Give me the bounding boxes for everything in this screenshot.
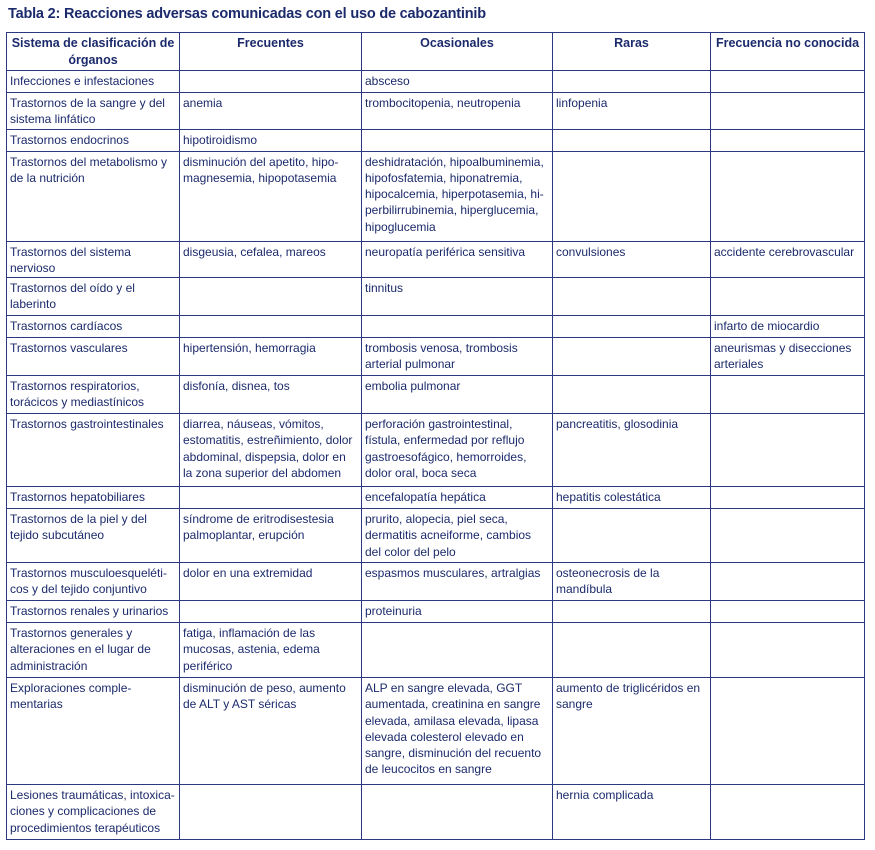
cell-occasional: absceso: [362, 70, 553, 92]
header-organ-system: Sistema de clasificación de órganos: [7, 33, 180, 71]
header-row: [7, 33, 865, 71]
cell-frequent: [180, 70, 362, 92]
cell-organ-system: Trastornos endocrinos: [7, 129, 180, 151]
table-row: [7, 414, 865, 487]
cell-unknown-frequency: [711, 785, 865, 840]
cell-frequent: [180, 278, 362, 316]
cell-unknown-frequency: [711, 92, 865, 129]
table-row: [7, 316, 865, 338]
cell-organ-system: Trastornos del oído y el laberinto: [7, 278, 180, 316]
cell-rare: [553, 151, 711, 241]
table-row: [7, 338, 865, 376]
header-occasional: Ocasionales: [362, 33, 553, 71]
cell-organ-system: Trastornos hepatobiliares: [7, 487, 180, 509]
cell-rare: hernia complicada: [553, 785, 711, 840]
cell-unknown-frequency: [711, 414, 865, 487]
cell-organ-system: Trastornos cardíacos: [7, 316, 180, 338]
cell-organ-system: Trastornos musculoesqueléti-cos y del tejido conjuntivo: [7, 563, 180, 601]
cell-unknown-frequency: [711, 678, 865, 785]
cell-frequent: disgeusia, cefalea, mareos: [180, 241, 362, 277]
cell-occasional: proteinuria: [362, 601, 553, 623]
table-head: [7, 33, 865, 71]
cell-occasional: trombocitopenia, neutropenia: [362, 92, 553, 129]
cell-frequent: [180, 785, 362, 840]
cell-unknown-frequency: [711, 376, 865, 414]
cell-organ-system: Trastornos vasculares: [7, 338, 180, 376]
cell-occasional: trombosis venosa, trombosis arterial pulmonar: [362, 338, 553, 376]
table-row: [7, 70, 865, 92]
cell-occasional: [362, 316, 553, 338]
cell-rare: [553, 509, 711, 563]
table-row: [7, 278, 865, 316]
cell-occasional: tinnitus: [362, 278, 553, 316]
cell-frequent: disminución del apetito, hipo-magnesemia, hipopotasemia: [180, 151, 362, 241]
cell-frequent: dolor en una extremidad: [180, 563, 362, 601]
table-row: [7, 601, 865, 623]
cell-occasional: ALP en sangre elevada, GGT aumentada, creatinina en sangre elevada, amilasa elevada, lipasa elevada colesterol elevado en sangre, disminución del recuento de leucocitos en sangre: [362, 678, 553, 785]
cell-organ-system: Trastornos de la piel y del tejido subcutáneo: [7, 509, 180, 563]
cell-organ-system: Lesiones traumáticas, intoxica-ciones y complicaciones de procedimientos terapéuticos: [7, 785, 180, 840]
cell-rare: [553, 278, 711, 316]
cell-unknown-frequency: infarto de miocardio: [711, 316, 865, 338]
cell-organ-system: Trastornos del metabolismo y de la nutrición: [7, 151, 180, 241]
cell-organ-system: Trastornos de la sangre y del sistema linfático: [7, 92, 180, 129]
cell-rare: [553, 338, 711, 376]
cell-frequent: disfonía, disnea, tos: [180, 376, 362, 414]
table-row: [7, 509, 865, 563]
cell-occasional: embolia pulmonar: [362, 376, 553, 414]
table-caption: Tabla 2: Reacciones adversas comunicadas con el uso de cabozantinib: [8, 6, 486, 22]
cell-organ-system: Trastornos respiratorios, torácicos y mediastínicos: [7, 376, 180, 414]
cell-unknown-frequency: [711, 70, 865, 92]
cell-frequent: síndrome de eritrodisestesia palmoplantar, erupción: [180, 509, 362, 563]
cell-rare: aumento de triglicéridos en sangre: [553, 678, 711, 785]
table-row: [7, 678, 865, 785]
cell-unknown-frequency: [711, 487, 865, 509]
cell-rare: [553, 316, 711, 338]
cell-frequent: hipotiroidismo: [180, 129, 362, 151]
cell-unknown-frequency: [711, 601, 865, 623]
cell-rare: [553, 70, 711, 92]
header-rare: Raras: [553, 33, 711, 71]
adverse-reactions-table: [6, 32, 865, 840]
cell-organ-system: Exploraciones comple-mentarias: [7, 678, 180, 785]
cell-frequent: [180, 601, 362, 623]
cell-frequent: anemia: [180, 92, 362, 129]
cell-organ-system: Trastornos del sistema nervioso: [7, 241, 180, 277]
cell-unknown-frequency: [711, 623, 865, 678]
header-frequent: Frecuentes: [180, 33, 362, 71]
cell-frequent: disminución de peso, aumento de ALT y AST séricas: [180, 678, 362, 785]
cell-unknown-frequency: [711, 129, 865, 151]
cell-occasional: espasmos musculares, artralgias: [362, 563, 553, 601]
cell-rare: osteonecrosis de la mandíbula: [553, 563, 711, 601]
cell-occasional: prurito, alopecia, piel seca, dermatitis acneiforme, cambios del color del pelo: [362, 509, 553, 563]
cell-frequent: [180, 487, 362, 509]
cell-rare: pancreatitis, glosodinia: [553, 414, 711, 487]
table-row: [7, 487, 865, 509]
table-row: [7, 92, 865, 129]
table-row: [7, 376, 865, 414]
cell-unknown-frequency: aneurismas y disecciones arteriales: [711, 338, 865, 376]
table-row: [7, 151, 865, 241]
cell-organ-system: Infecciones e infestaciones: [7, 70, 180, 92]
cell-unknown-frequency: [711, 278, 865, 316]
cell-rare: [553, 376, 711, 414]
cell-rare: convulsiones: [553, 241, 711, 277]
cell-unknown-frequency: [711, 151, 865, 241]
cell-organ-system: Trastornos generales y alteraciones en el lugar de administración: [7, 623, 180, 678]
cell-unknown-frequency: [711, 509, 865, 563]
cell-frequent: [180, 316, 362, 338]
cell-occasional: neuropatía periférica sensitiva: [362, 241, 553, 277]
table-row: [7, 785, 865, 840]
table-row: [7, 623, 865, 678]
cell-frequent: fatiga, inflamación de las mucosas, astenia, edema periférico: [180, 623, 362, 678]
cell-rare: [553, 623, 711, 678]
cell-organ-system: Trastornos renales y urinarios: [7, 601, 180, 623]
cell-unknown-frequency: accidente cerebrovascular: [711, 241, 865, 277]
cell-rare: [553, 601, 711, 623]
cell-occasional: deshidratación, hipoalbuminemia, hipofosfatemia, hiponatremia, hipocalcemia, hiperpotasemia, hi-perbilirrubinemia, hiperglucemia, hipoglucemia: [362, 151, 553, 241]
cell-rare: hepatitis colestática: [553, 487, 711, 509]
cell-frequent: diarrea, náuseas, vómitos, estomatitis, estreñimiento, dolor abdominal, dispepsia, dolor en la zona superior del abdomen: [180, 414, 362, 487]
cell-occasional: encefalopatía hepática: [362, 487, 553, 509]
cell-rare: [553, 129, 711, 151]
cell-occasional: perforación gastrointestinal, fístula, enfermedad por reflujo gastroesofágico, hemorroides, dolor oral, boca seca: [362, 414, 553, 487]
cell-unknown-frequency: [711, 563, 865, 601]
cell-occasional: [362, 129, 553, 151]
cell-occasional: [362, 623, 553, 678]
table-row: [7, 129, 865, 151]
table-row: [7, 563, 865, 601]
header-unknown-frequency: Frecuencia no conocida: [711, 33, 865, 71]
cell-organ-system: Trastornos gastrointestinales: [7, 414, 180, 487]
table-body: [7, 70, 865, 839]
cell-rare: linfopenia: [553, 92, 711, 129]
table-row: [7, 241, 865, 277]
cell-occasional: [362, 785, 553, 840]
cell-frequent: hipertensión, hemorragia: [180, 338, 362, 376]
